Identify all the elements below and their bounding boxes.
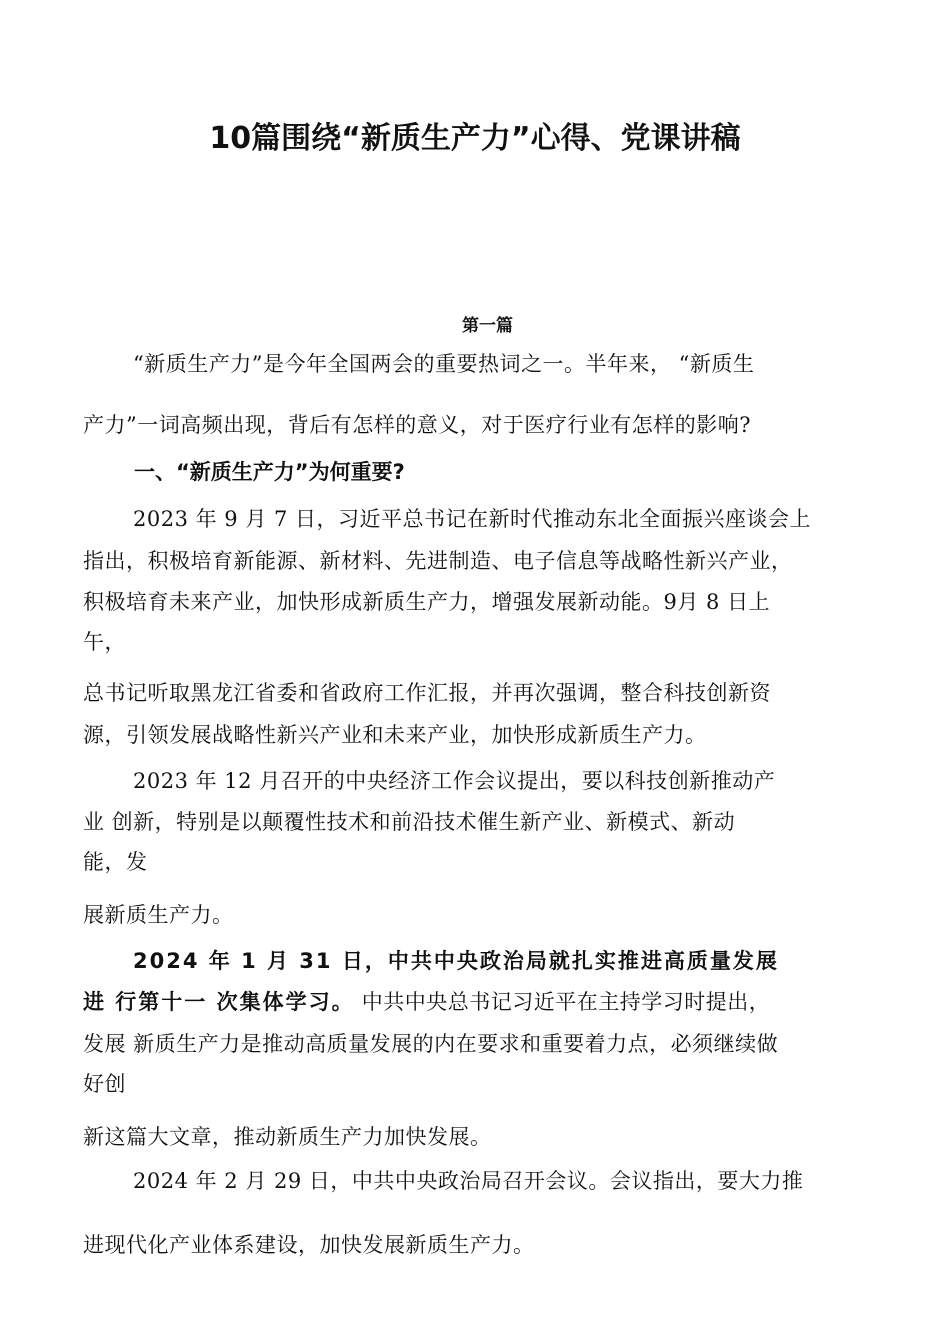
paragraph-line: 好创 — [83, 1072, 126, 1096]
document-title: 10篇围绕“新质生产力”心得、党课讲稿 — [209, 121, 741, 156]
paragraph-line: 展新质生产力。 — [83, 903, 234, 927]
paragraph-line: 能，发 — [83, 850, 148, 874]
paragraph-line: 进现代化产业体系建设，加快发展新质生产力。 — [83, 1233, 535, 1257]
paragraph-line: 2023 年 12 月召开的中央经济工作会议提出，要以科技创新推动产 — [133, 769, 776, 793]
paragraph-line: 指出，积极培育新能源、新材料、先进制造、电子信息等战略性新兴产业， — [83, 549, 793, 573]
paragraph-line: 新这篇大文章，推动新质生产力加快发展。 — [83, 1125, 492, 1149]
text-span: 中共中央总书记习近平在主持学习时提出， — [354, 990, 771, 1014]
bold-span: 进 行第十一 次集体学习。 — [83, 990, 355, 1014]
intro-line: “新质生产力”是今年全国两会的重要热词之一。半年来， “新质生 — [133, 352, 755, 376]
section-label: 第一篇 — [462, 316, 513, 336]
intro-line: 产力”一词高频出现，背后有怎样的意义，对于医疗行业有怎样的影响? — [83, 413, 751, 437]
paragraph-line-bold: 2024 年 1 月 31 日，中共中央政治局就扎实推进高质量发展 — [133, 949, 779, 973]
paragraph-line: 午， — [83, 630, 126, 654]
paragraph-line: 2024 年 2 月 29 日，中共中央政治局召开会议。会议指出，要大力推 — [133, 1169, 804, 1193]
paragraph-line: 业 创新，特别是以颠覆性技术和前沿技术催生新产业、新模式、新动 — [83, 810, 736, 834]
paragraph-line: 总书记听取黑龙江省委和省政府工作汇报，并再次强调，整合科技创新资 — [83, 681, 771, 705]
paragraph-line — [83, 987, 770, 1017]
paragraph-line: 发展 新质生产力是推动高质量发展的内在要求和重要着力点，必须继续做 — [83, 1032, 779, 1056]
section-heading: 一、“新质生产力”为何重要? — [134, 460, 405, 484]
paragraph-line: 积极培育未来产业，加快形成新质生产力，增强发展新动能。9月 8 日上 — [83, 590, 771, 614]
paragraph-line: 源，引领发展战略性新兴产业和未来产业，加快形成新质生产力。 — [83, 723, 707, 747]
paragraph-line: 2023 年 9 月 7 日，习近平总书记在新时代推动东北全面振兴座谈会上 — [133, 507, 812, 531]
